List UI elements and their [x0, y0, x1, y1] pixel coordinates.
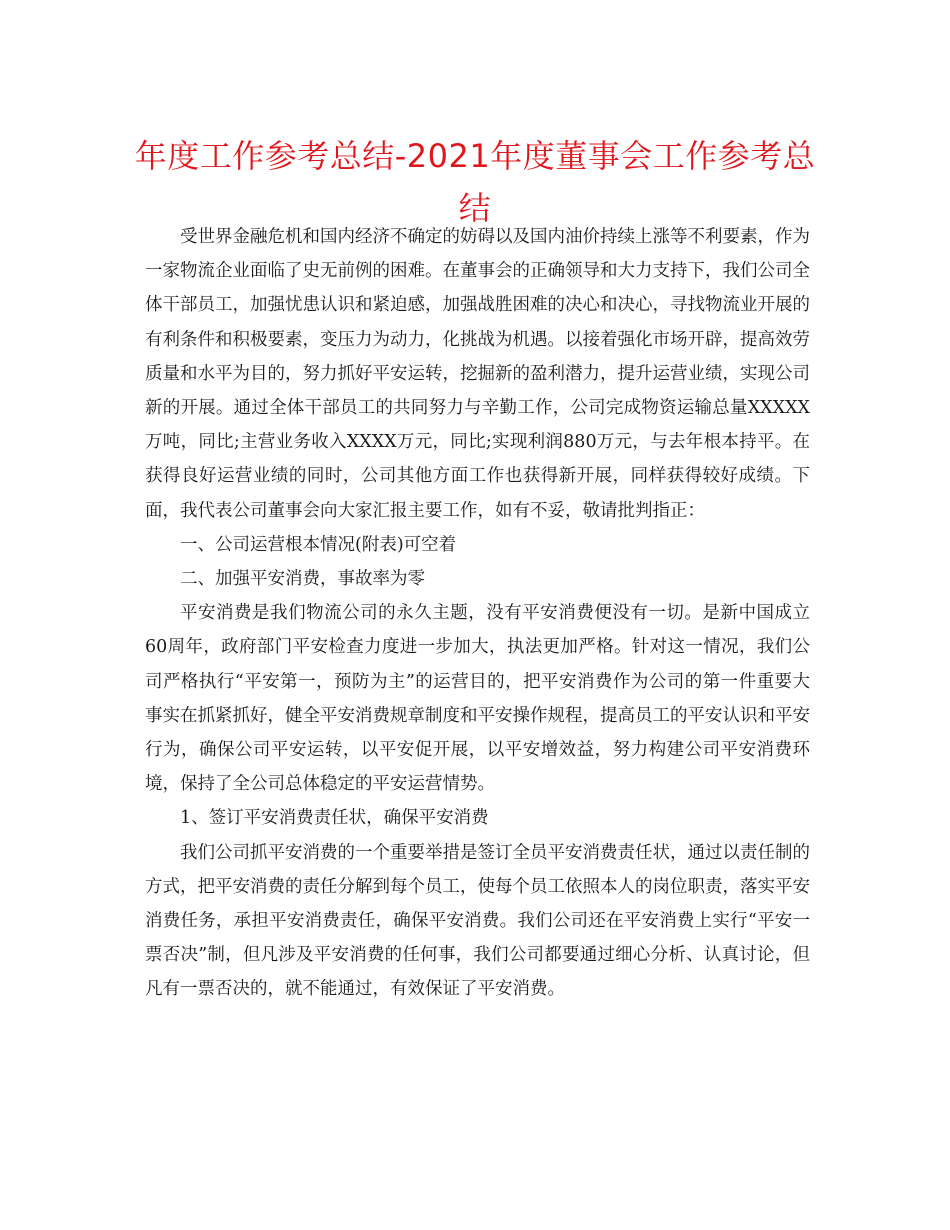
- document-title: 年度工作参考总结-2021年度董事会工作参考总结: [134, 137, 816, 227]
- paragraph-responsibility: 我们公司抓平安消费的一个重要举措是签订全员平安消费责任状，通过以责任制的方式，把平安消费的责任分解到每个员工，使每个员工依照本人的岗位职责，落实平安消费任务，承担平安消费责任，确保平安消费。我们公司还在平安消费上实行“平安一票否决”制，但凡涉及平安消费的任何事，我们公司都要通过细心分析、认真讨论，但凡有一票否决的，就不能通过，有效保证了平安消费。: [145, 842, 810, 1000]
- heading-subsection-1: 1、签订平安消费责任状，确保平安消费: [180, 808, 489, 829]
- document-body: [145, 220, 810, 1007]
- heading-section-1: 一、公司运营根本情况(附表)可空着: [180, 534, 457, 555]
- paragraph-safety: 平安消费是我们物流公司的永久主题，没有平安消费便没有一切。是新中国成立60周年，政府部门平安检查力度进一步加大，执法更加严格。针对这一情况，我们公司严格执行“平安第一，预防为主”的运营目的，把平安消费作为公司的第一件重要大事实在抓紧抓好，健全平安消费规章制度和平安操作规程，提高员工的平安认识和平安行为，确保公司平安运转，以平安促开展，以平安增效益，努力构建公司平安消费环境，保持了全公司总体稳定的平安运营情势。: [145, 603, 810, 795]
- paragraph-intro: 受世界金融危机和国内经济不确定的妨碍以及国内油价持续上涨等不利要素，作为一家物流企业面临了史无前例的困难。在董事会的正确领导和大力支持下，我们公司全体干部员工，加强忧患认识和紧迫感，加强战胜困难的决心和决心，寻找物流业开展的有利条件和积极要素，变压力为动力，化挑战为机遇。以接着强化市场开辟，提高效劳质量和水平为目的，努力抓好平安运转，挖掘新的盈利潜力，提升运营业绩，实现公司新的开展。通过全体干部员工的共同努力与辛勤工作，公司完成物资运输总量XXXXX万吨，同比;主营业务收入XXXX万元，同比;实现利润880万元，与去年根本持平。在获得良好运营业绩的同时，公司其他方面工作也获得新开展，同样获得较好成绩。下面，我代表公司董事会向大家汇报主要工作，如有不妥，敬请批判指正：: [145, 227, 810, 521]
- heading-section-2: 二、加强平安消费，事故率为零: [180, 569, 425, 590]
